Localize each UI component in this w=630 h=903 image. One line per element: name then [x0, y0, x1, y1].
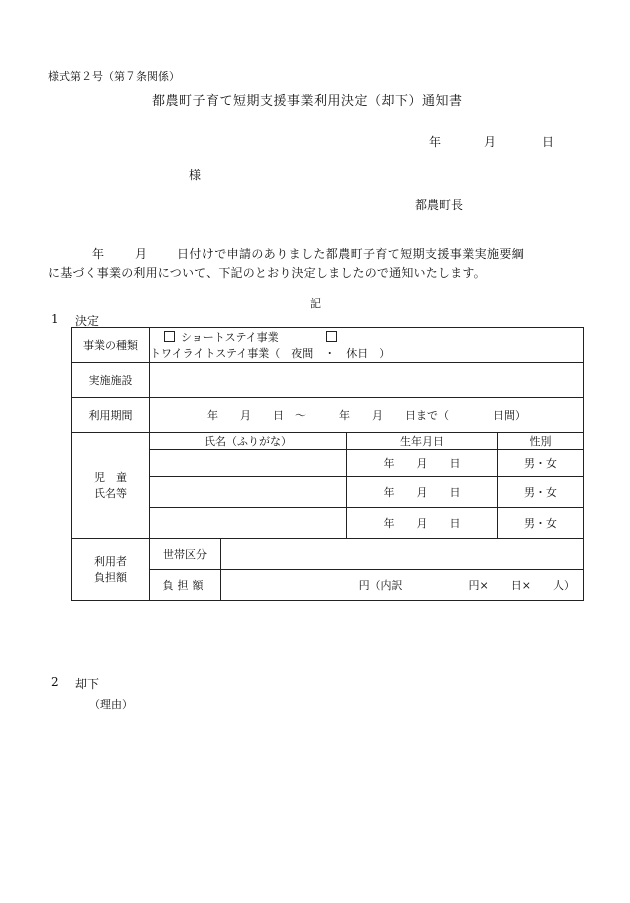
body-month: 月: [135, 247, 148, 261]
option-shortstay[interactable]: ショートステイ事業: [164, 331, 279, 344]
ki-mark: 記: [310, 297, 321, 310]
col-name-header: 氏名（ふりがな）: [150, 433, 347, 450]
household-label: 世帯区分: [150, 539, 221, 570]
child-birth-cell[interactable]: 年 月 日: [347, 508, 498, 539]
period-label: 利用期間: [72, 398, 150, 433]
household-row: [72, 539, 584, 570]
child-birth-cell[interactable]: 年 月 日: [347, 450, 498, 477]
child-name-cell[interactable]: [150, 508, 347, 539]
burden-value[interactable]: 円（内訳 円× 日× 人）: [221, 570, 584, 601]
service-type-label: 事業の種類: [72, 328, 150, 363]
service-type-options: [150, 328, 584, 363]
child-birth-cell[interactable]: 年 月 日: [347, 477, 498, 508]
body-line1: 日付けで申請のありました都農町子育て短期支援事業実施要綱: [177, 247, 525, 261]
child-name-cell[interactable]: [150, 450, 347, 477]
child-gender-cell[interactable]: 男・女: [498, 477, 584, 508]
decision-table: [71, 327, 584, 601]
section2-label: 却下: [75, 677, 100, 691]
document-title: 都農町子育て短期支援事業利用決定（却下）通知書: [152, 94, 463, 109]
body-line2: に基づく事業の利用について、下記のとおり決定しましたので通知いたします。: [48, 266, 486, 280]
facility-value[interactable]: [150, 363, 584, 398]
user-burden-label: 利用者 負担額: [72, 539, 150, 601]
reason-label: （理由）: [89, 698, 133, 711]
facility-label: 実施施設: [72, 363, 150, 398]
child-label: 児 童 氏名等: [72, 433, 150, 539]
burden-label: 負担額: [150, 570, 221, 601]
section1-number: 1: [51, 312, 59, 326]
body-year: 年: [92, 247, 105, 261]
col-gender-header: 性別: [498, 433, 584, 450]
child-gender-cell[interactable]: 男・女: [498, 450, 584, 477]
option-twilightstay[interactable]: トワイライトステイ事業（ 夜間 ・ 休日 ）: [150, 331, 390, 360]
checkbox-twilightstay[interactable]: [326, 331, 337, 342]
date-year: 年: [429, 135, 442, 149]
period-value[interactable]: 年 月 日 ～ 年 月 日まで（ 日間）: [150, 398, 584, 433]
checkbox-shortstay[interactable]: [164, 331, 175, 342]
facility-row: [72, 363, 584, 398]
issuer: 都農町長: [415, 198, 464, 212]
household-value[interactable]: [221, 539, 584, 570]
child-name-cell[interactable]: [150, 477, 347, 508]
child-gender-cell[interactable]: 男・女: [498, 508, 584, 539]
date-month: 月: [484, 135, 497, 149]
service-type-row: [72, 328, 584, 363]
period-row: [72, 398, 584, 433]
section2-number: 2: [51, 675, 59, 689]
section1-label: 決定: [75, 314, 100, 328]
recipient-suffix: 様: [189, 168, 202, 182]
col-birth-header: 生年月日: [347, 433, 498, 450]
date-day: 日: [542, 135, 555, 149]
form-number: 様式第２号（第７条関係）: [48, 70, 180, 83]
child-header-row: [72, 433, 584, 450]
